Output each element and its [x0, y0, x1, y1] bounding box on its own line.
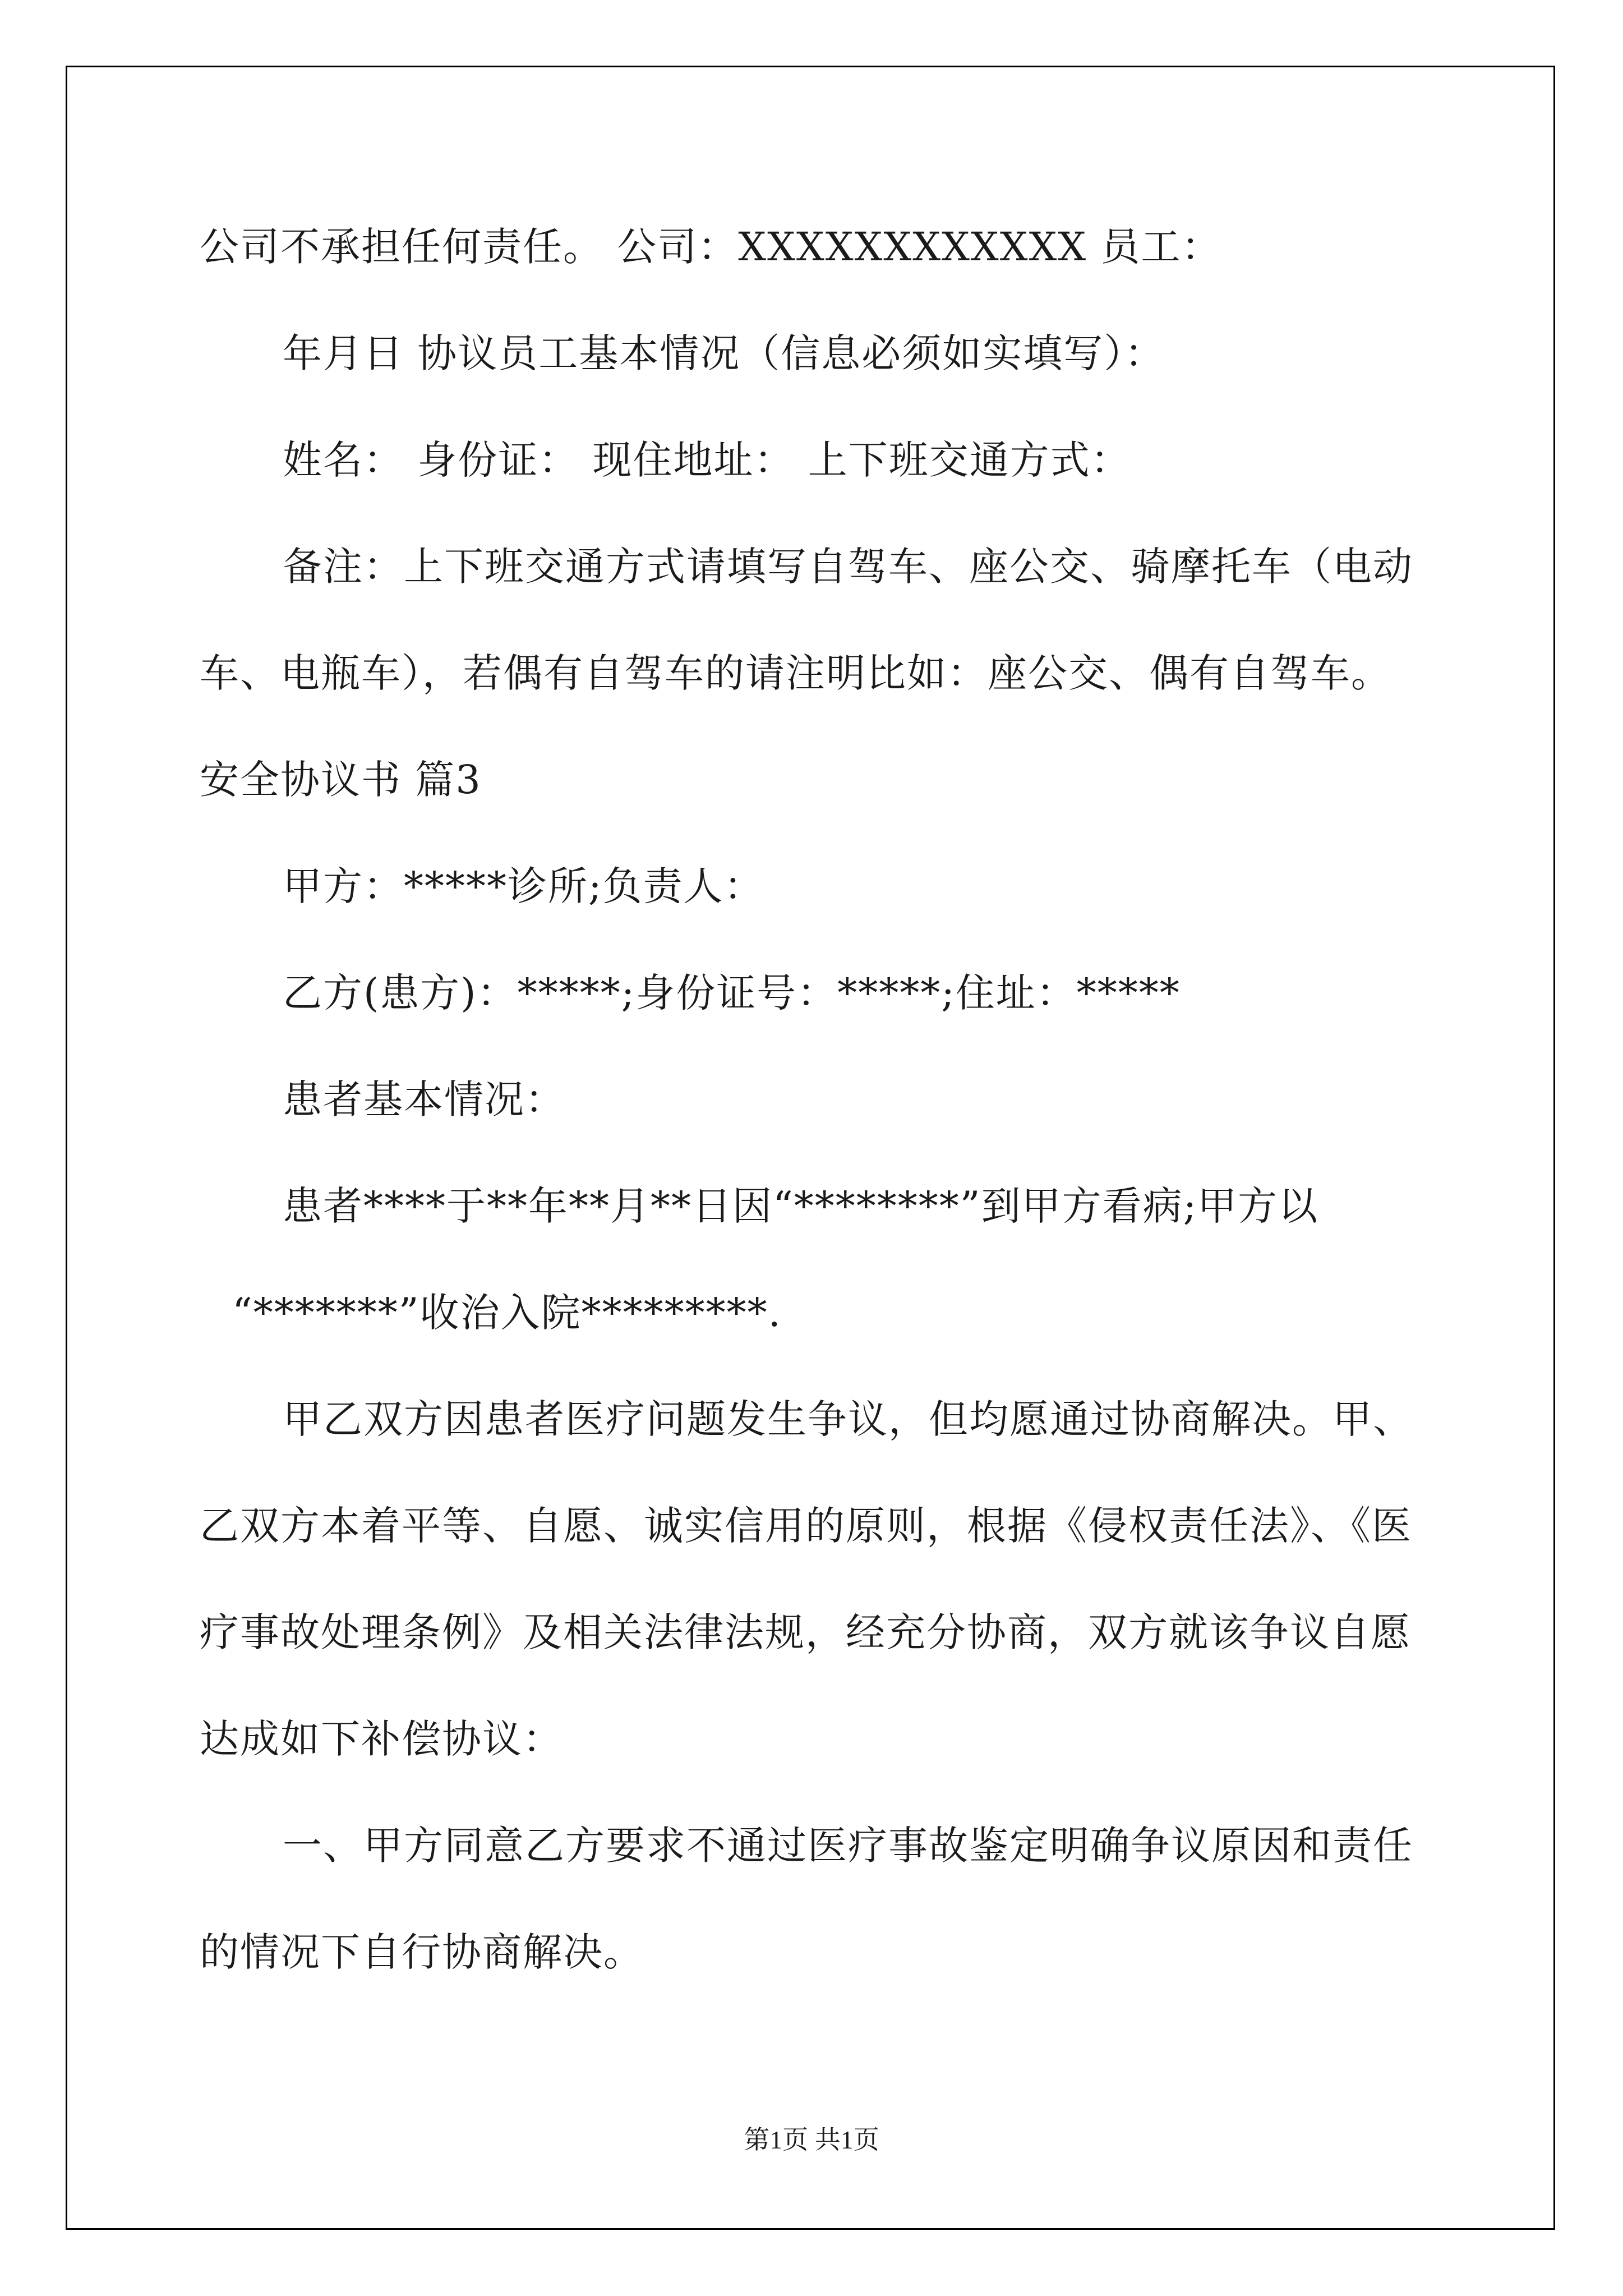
text-line: 车、电瓶车），若偶有自驾车的请注明比如：座公交、偶有自驾车。	[200, 650, 1391, 696]
page-footer: 第1页 共1页	[744, 2125, 879, 2154]
text-line: 的情况下自行协商解决。	[200, 1929, 644, 1975]
page-border	[66, 66, 1555, 2230]
text-line: 备注：上下班交通方式请填写自驾车、座公交、骑摩托车（电动	[283, 544, 1413, 590]
text-line: 姓名： 身份证： 现住地址： 上下班交通方式：	[283, 437, 1131, 483]
text-line: 甲方：*****诊所;负责人：	[283, 863, 764, 909]
text-line: 患者基本情况：	[283, 1076, 565, 1122]
text-line: “*******”收治入院*********.	[232, 1290, 782, 1336]
text-line: 甲乙双方因患者医疗问题发生争议，但均愿通过协商解决。甲、	[283, 1396, 1413, 1442]
section-heading: 安全协议书 篇3	[200, 757, 482, 803]
text-line: 年月日 协议员工基本情况（信息必须如实填写）：	[283, 330, 1165, 376]
text-line: 乙方(患方)：*****;身份证号：*****;住址：*****	[283, 970, 1181, 1016]
text-line: 乙双方本着平等、自愿、诚实信用的原则，根据《侵权责任法》、《医	[200, 1503, 1412, 1549]
text-line: 疗事故处理条例》及相关法律法规，经充分协商，双方就该争议自愿	[200, 1609, 1411, 1655]
text-line: 达成如下补偿协议：	[200, 1716, 563, 1762]
text-line: 患者****于**年**月**日因“********”到甲方看病;甲方以	[283, 1183, 1319, 1229]
text-line: 一、甲方同意乙方要求不通过医疗事故鉴定明确争议原因和责任	[283, 1823, 1413, 1869]
text-line: 公司不承担任何责任。 公司：XXXXXXXXXXXX 员工：	[200, 224, 1222, 270]
